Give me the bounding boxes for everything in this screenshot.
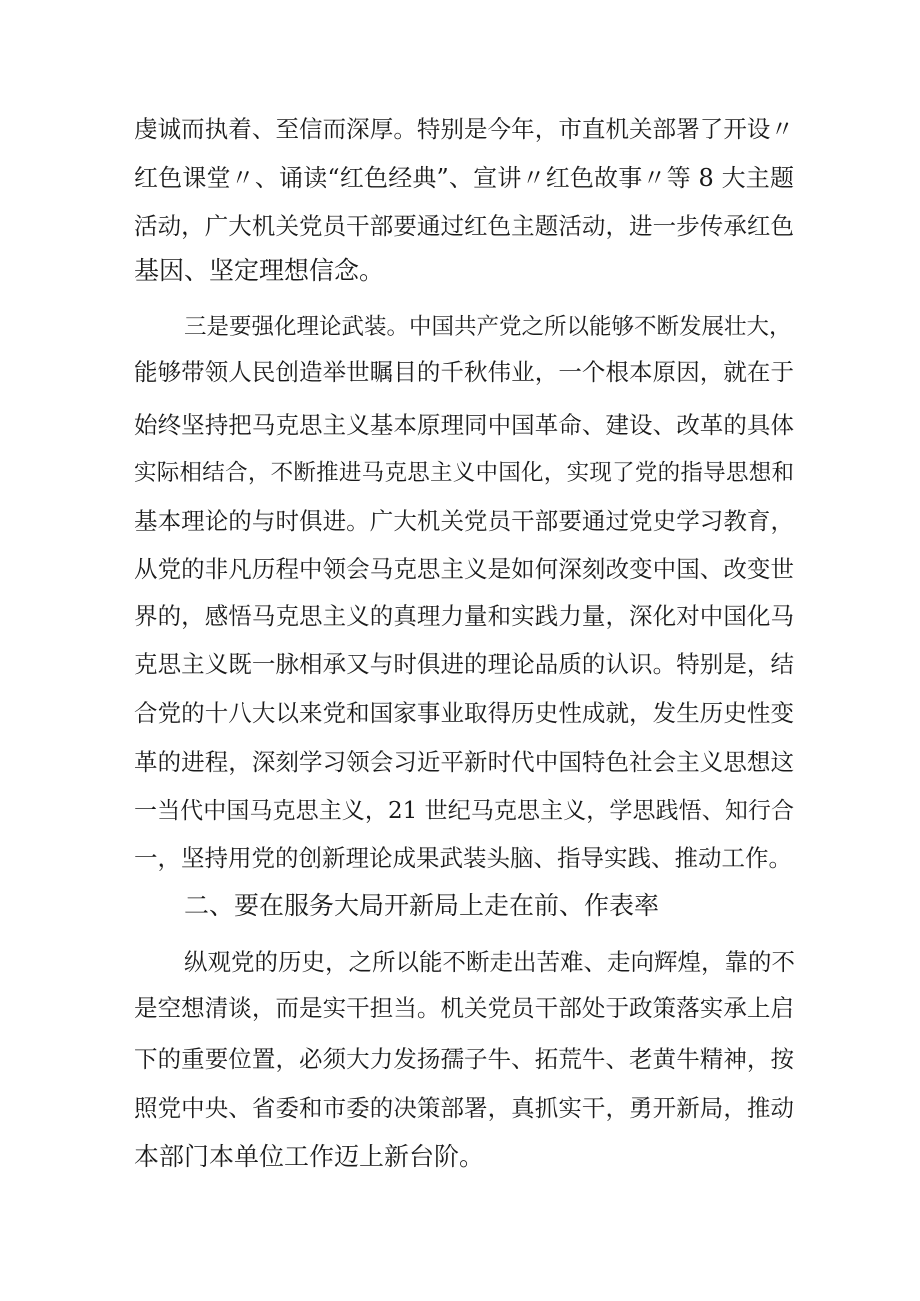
paragraph-line: 虔诚而执着、至信而深厚。特别是今年，市直机关部署了开设〃 <box>134 115 794 143</box>
paragraph-line: 革的进程，深刻学习领会习近平新时代中国特色社会主义思想这 <box>134 748 794 776</box>
paragraph-line: 一，坚持用党的创新理论成果武装头脑、指导实践、推动工作。 <box>134 844 792 872</box>
paragraph-line: 红色课堂〃、诵读“红色经典”、宣讲〃红色故事〃等 8 大主题 <box>134 164 794 192</box>
paragraph-line: 纵观党的历史，之所以能不断走出苦难、走向辉煌，靠的不 <box>184 948 795 976</box>
paragraph-line: 实际相结合，不断推进马克思主义中国化，实现了党的指导思想和 <box>134 460 794 486</box>
paragraph-line: 基本理论的与时俱进。广大机关党员干部要通过党史学习教育， <box>134 507 794 535</box>
paragraph-line: 始终坚持把马克思主义基本原理同中国革命、建设、改革的具体 <box>134 411 794 439</box>
paragraph-line: 是空想清谈，而是实干担当。机关党员干部处于政策落实承上启 <box>134 994 794 1022</box>
paragraph-line: 能够带领人民创造举世瞩目的千秋伟业，一个根本原因，就在于 <box>134 358 794 386</box>
section-heading: 二、要在服务大局开新局上走在前、作表率 <box>184 891 660 920</box>
paragraph-line: 三是要强化理论武装。中国共产党之所以能够不断发展壮大， <box>184 314 792 340</box>
paragraph-line: 活动，广大机关党员干部要通过红色主题活动，进一步传承红色 <box>134 212 794 240</box>
paragraph-line: 从党的非凡历程中领会马克思主义是如何深刻改变中国、改变世 <box>134 555 794 583</box>
paragraph-line: 克思主义既一脉相承又与时俱进的理论品质的认识。特别是，结 <box>134 650 794 678</box>
paragraph-line: 合党的十八大以来党和国家事业取得历史性成就，发生历史性变 <box>134 699 794 727</box>
paragraph-line: 照党中央、省委和市委的决策部署，真抓实干，勇开新局，推动 <box>134 1094 794 1122</box>
paragraph-line: 下的重要位置，必须大力发扬孺子牛、拓荒牛、老黄牛精神，按 <box>134 1045 794 1073</box>
paragraph-line: 本部门本单位工作迈上新台阶。 <box>134 1142 485 1171</box>
paragraph-line: 界的，感悟马克思主义的真理力量和实践力量，深化对中国化马 <box>134 602 794 630</box>
paragraph-line: 一当代中国马克思主义，21 世纪马克思主义，学思践悟、知行合 <box>134 798 794 824</box>
paragraph-line: 基因、坚定理想信念。 <box>134 256 385 285</box>
